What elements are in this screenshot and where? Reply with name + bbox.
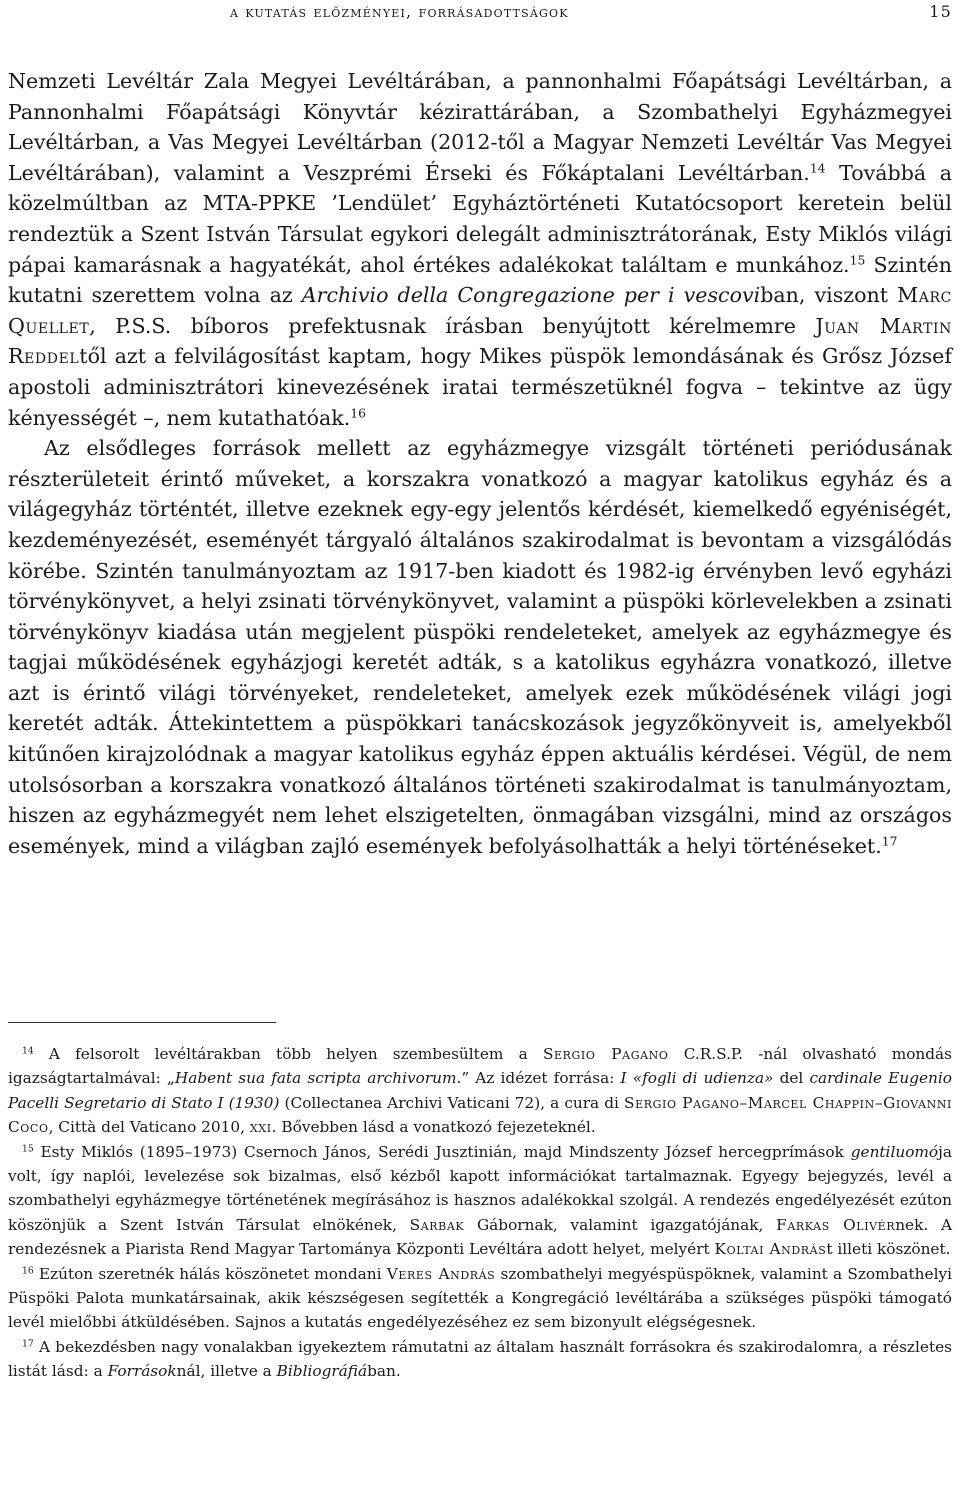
footnote-number: 17 [22,1338,34,1350]
person-name-reddel: Juan Martin Reddel [8,313,952,369]
fn14-source-title-1: I «fogli di udienza» [620,1069,774,1088]
person-name-quellet: Marc Quellet [8,283,952,338]
fn16-text-b: szombathelyi megyéspüspöknek, valamint a Szombathelyi Püspöki Palota munkatársainak, akik készségesen segítették a Kongregáció levéltárába a szükséges püspöki támogató levél mielőbbi átküldésében. Sajnos a kutatás engedélyezéséhez ez sem bizonyult elégségesnek. [8,1264,952,1332]
footnote-number: 15 [22,1143,34,1155]
fn15-text-a: Esty Miklós (1895–1973) Csernoch János, Serédi Jusztinián, majd Mindszenty József hercegprímások [33,1142,851,1161]
fn17-text-b: nál, illetve a [176,1362,277,1381]
fn17-italic-2: Bibliográfiá [276,1362,368,1381]
footnote-number: 16 [22,1265,34,1277]
fn16-text-a: Ezúton szeretnék hálás köszönetet mondani [33,1264,387,1283]
fn15-text-c: Gábornak, valamint igazgatójának, [464,1215,777,1234]
fn15-name-2: Farkas Olivér [776,1215,896,1234]
fn14-text-b: C.R.S.P. -nál olvasható mondás igazságtartalmával: „ [8,1045,953,1088]
fn17-italic-1: Források [107,1362,177,1381]
p1-text-e: , P.S.S. bíboros prefektusnak írásban benyújtott kérelmemre [89,313,816,338]
footnote-17 [8,1335,952,1384]
p1-text-f: től azt a felvilágosítást kaptam, hogy Mikes püspök lemondásának és Grősz József apostoli adminisztrátori kinevezésének iratai természetüknél fogva – tekintve az ügy kényességét –, nem kutathatóak. [8,344,952,430]
main-text [8,66,952,861]
p1-text-b: Továbbá a közelmúltban az MTA-PPKE ’Lendület’ Egyháztörténeti Kutatócsoport keretein belül rendeztük a Szent István Társulat egykori delegált adminisztrátorának, Esty Miklós világi pápai kamarásnak a hagyatékát, ahol értékes adalékokat találtam e munkához. [8,160,952,277]
footnote-number: 14 [22,1045,34,1057]
fn14-text-g: . Bővebben lásd a vonatkozó fejezeteknél. [271,1118,596,1137]
footnote-ref-17[interactable]: 17 [881,834,898,849]
fn14-name-1: Sergio Pagano [542,1045,669,1063]
fn17-text-c: ban. [367,1362,401,1381]
footnote-ref-15[interactable]: 15 [849,253,866,268]
footnotes [8,1042,952,1384]
fn16-name-1: Veres András [386,1264,496,1283]
p1-text-d: ban, viszont [760,283,898,308]
fn15-text-d: nek. A rendezésnek a Piarista Rend Magyar Tartománya Központi Levéltára adott helyet, melyért [8,1215,953,1259]
fn14-text-e: (Collectanea Archivi Vaticani 72), a cura di [279,1093,625,1112]
footnote-ref-14[interactable]: 14 [809,161,826,176]
running-header [8,2,952,24]
p2-text: Az elsődleges források mellett az egyházmegye vizsgált történeti periódusának részterületeit érintő műveket, a korszakra vonatkozó a magyar katolikus egyház és a világegyház történtét, illetve ezeknek egy-egy jelentős kérdését, kiemelkedő egyéniségét, kezdeményezését, eseményét tárgyaló általános szakirodalmat is bevontam a vizsgálódás körébe. Szintén tanulmányoztam az 1917-ben kiadott és 1982-ig érvényben levő egyházi törvénykönyvet, a helyi zsinati törvénykönyvet, valamint a püspöki körlevelekben a zsinati törvénykönyv kiadása után megjelent püspöki rendeleteket, amelyek az egyházmegye és tagjai működésének egyházjogi keretét adták, s a katolikus egyházra vonatkozó, illetve azt is érintő világi törvényeket, rendeleteket, amelyek ezek működésének világi jogi keretét adták. Áttekintettem a püspökkari tanácskozások jegyzőkönyveit is, amelyekből kitűnően kirajzolódnak a magyar katolikus egyház éppen aktuális kérdései. Végül, de nem utolsósorban a korszakra vonatkozó általános történeti szakirodalmat is tanulmányoztam, hiszen az egyházmegyét nem lehet elszigetelten, önmagában vizsgálni, mind az országos események, mind a világban zajló események befolyásolhatták a helyi történéseket. [8,436,952,858]
fn14-quote: Habent sua fata scripta archivorum [174,1069,457,1088]
fn14-name-2: Sergio Pagano–Marcel Chappin–Giovanni Coco [8,1093,952,1137]
fn15-name-3: Koltai András [714,1240,827,1259]
paragraph-1 [8,66,952,433]
fn14-text-c: .” Az idézet forrása: [456,1069,621,1088]
fn14-text-f: , Città del Vaticano 2010, [48,1118,250,1137]
fn15-italic: gentiluomó [850,1142,939,1161]
footnote-ref-16[interactable]: 16 [350,406,367,421]
fn14-roman-numeral: xxi [249,1118,272,1137]
running-title: a kutatás előzményei, forrásadottságok [230,2,569,21]
p1-text-a: Nemzeti Levéltár Zala Megyei Levéltárában, a pannonhalmi Főapátsági Levéltárban, a Pannonhalmi Főapátsági Könyvtár kézirattárában, a Szombathelyi Egyházmegyei Levéltárban, a Vas Megyei Levéltárban (2012-től a Magyar Nemzeti Levéltár Vas Megyei Levéltárában), valamint a Veszprémi Érseki és Főkáptalani Levéltárban. [8,69,952,185]
paragraph-2 [8,433,952,861]
footnote-16 [8,1262,952,1335]
page-number: 15 [929,2,952,21]
fn14-text-a: A felsorolt levéltárakban több helyen szembesültem a [33,1045,543,1063]
fn15-text-e: t illeti köszönet. [826,1240,951,1259]
footnote-14 [8,1042,952,1140]
fn15-name-1: Sarbak [409,1215,465,1234]
fn17-text-a: A bekezdésben nagy vonalakban igyekeztem rámutatni az általam használt forrásokra és szakirodalomra, a részletes listát lásd: a [8,1337,952,1381]
fn14-source-title-2: cardinale Eugenio Pacelli Segretario di Stato I (1930) [8,1069,952,1112]
fn15-text-b: ja volt, így naplói, levelezése sok bizalmas, első kézből kapott információkat tartalmaznak. Egyegy bejegyzés, levél a szombathelyi egyházmegye történetének megírásához is hasznos adalékokkal szolgál. A rendezés engedélyezését ezúton köszönjük a Szent István Társulat elnökének, [8,1142,952,1234]
archive-title: Archivio della Congregazione per i vescovi [301,283,761,308]
footnote-15 [8,1140,952,1262]
fn14-text-d: del [773,1069,810,1088]
p1-text-c: Szintén kutatni szerettem volna az [8,252,952,308]
footnote-divider [8,1022,276,1023]
